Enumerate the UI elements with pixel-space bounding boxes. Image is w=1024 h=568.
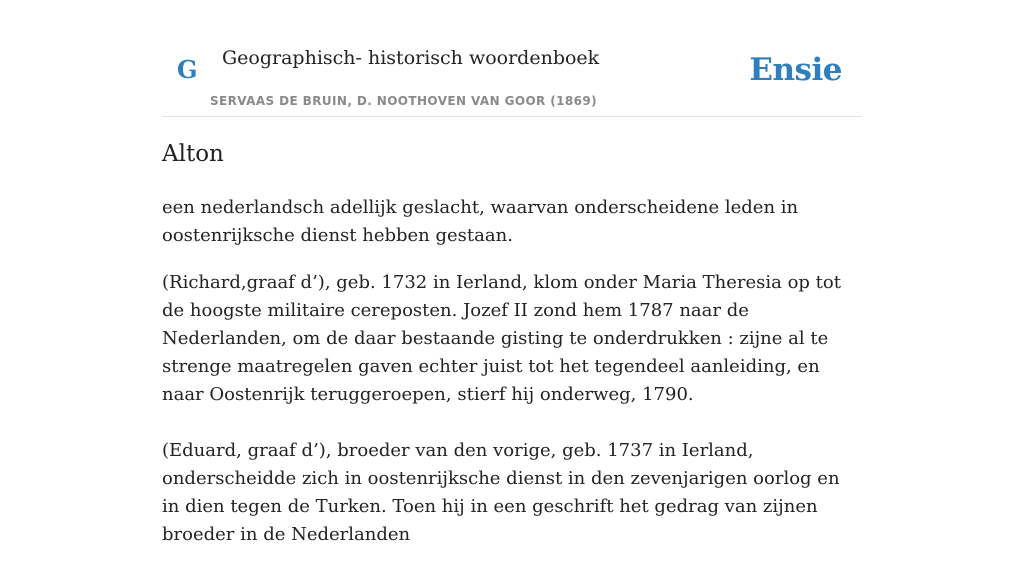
ensie-logo[interactable]: Ensie — [749, 52, 842, 88]
book-header — [162, 0, 862, 117]
book-title-link[interactable]: Geographisch- historisch woordenboek — [222, 47, 600, 69]
entry-content — [162, 136, 862, 568]
entry-paragraph: een nederlandsch adellijk geslacht, waarvan onderscheidene leden in oostenrijksche dienst hebben gestaan. — [162, 197, 799, 246]
entry-title: Alton — [162, 141, 224, 167]
entry-paragraph: (Eduard, graaf d’), broeder van den vorige, geb. 1737 in Ierland, onderscheidde zich in oostenrijksche dienst in den zevenjarigen oorlog en in dien tegen de Turken. Toen hij in een geschrift het gedrag van zijnen broeder in de Nederlanden — [162, 440, 840, 545]
entry-paragraph: (Richard,graaf d’), geb. 1732 in Ierland, klom onder Maria Theresia op tot de hoogste militaire cereposten. Jozef II zond hem 1787 naar de Nederlanden, om de daar bestaande gisting te onderdrukken : zijne al te strenge maatregelen gaven echter juist tot het tegendeel aanleiding, en naar Oostenrijk teruggeroepen, stierf hij onderweg, 1790. — [162, 272, 841, 405]
book-authors: SERVAAS DE BRUIN, D. NOOTHOVEN VAN GOOR (1869) — [210, 94, 598, 108]
book-logo[interactable]: G — [177, 55, 198, 84]
